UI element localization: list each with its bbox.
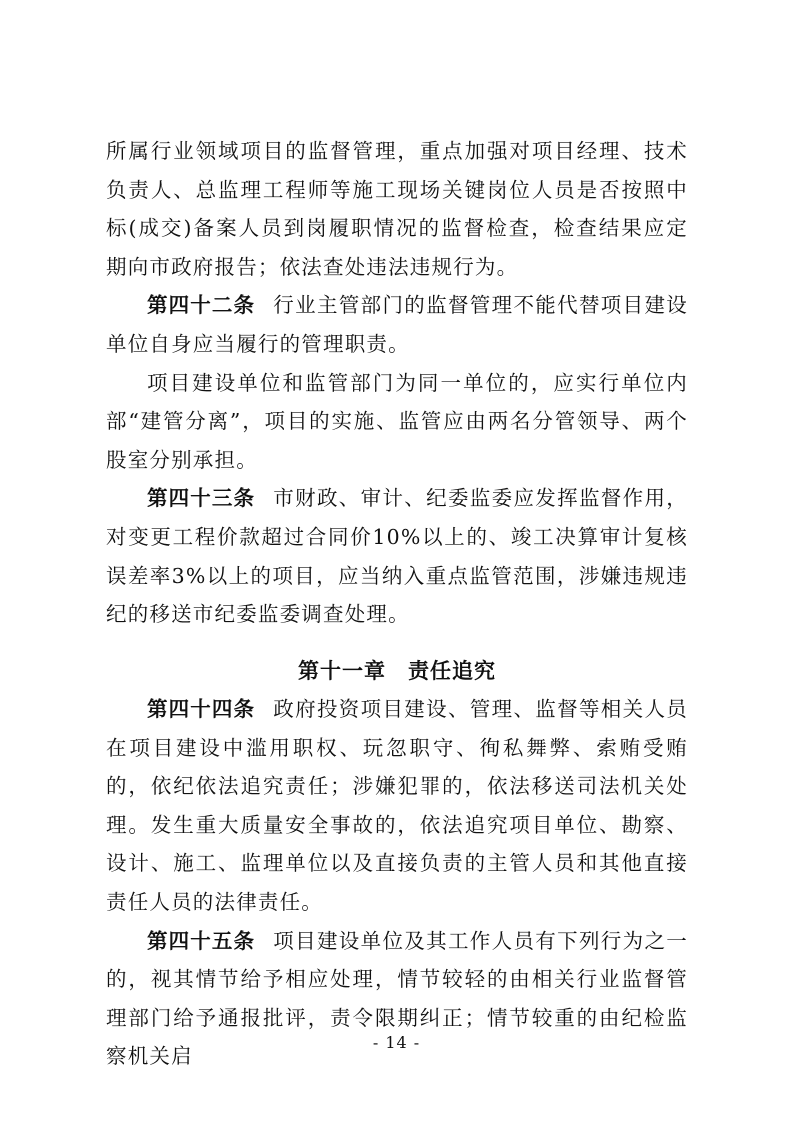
- article-44-text: 政府投资项目建设、管理、监督等相关人员在项目建设中滥用职权、玩忽职守、徇私舞弊、索贿受贿的，依纪依法追究责任；涉嫌犯罪的，依法移送司法机关处理。发生重大质量安全事故的，依法追究项目单位、勘察、设计、施工、监理单位以及直接负责的主管人员和其他直接责任人员的法律责任。: [106, 697, 688, 914]
- article-43: [106, 479, 688, 633]
- page-number: - 14 -: [372, 1033, 421, 1052]
- chapter-heading: [106, 655, 688, 685]
- article-43-text: 市财政、审计、纪委监委应发挥监督作用，对变更工程价款超过合同价10%以上的、竣工决算审计复核误差率3%以上的项目，应当纳入重点监管范围，涉嫌违规违纪的移送市纪委监委调查处理。: [106, 486, 688, 627]
- chapter-number: 第十一章: [298, 659, 386, 683]
- article-42-text: 行业主管部门的监督管理不能代替项目建设单位自身应当履行的管理职责。: [106, 293, 688, 356]
- chapter-title: 责任追究: [408, 659, 496, 683]
- paragraph-separation: 项目建设单位和监管部门为同一单位的，应实行单位内部“建管分离”，项目的实施、监管应由两名分管领导、两个股室分别承担。: [106, 370, 688, 472]
- paragraph-continued: 所属行业领域项目的监督管理，重点加强对项目经理、技术负责人、总监理工程师等施工现场关键岗位人员是否按照中标(成交)备案人员到岗履职情况的监督检查，检查结果应定期向市政府报告；依法查处违法违规行为。: [106, 139, 688, 279]
- article-42: [106, 286, 688, 363]
- article-45-text: 项目建设单位及其工作人员有下列行为之一的，视其情节给予相应处理，情节较轻的由相关行业监督管理部门给予通报批评，责令限期纠正；情节较重的由纪检监察机关启: [106, 928, 688, 1069]
- article-45: [106, 922, 688, 1076]
- article-42-title: 第四十二条: [147, 293, 256, 318]
- article-43-title: 第四十三条: [147, 486, 256, 511]
- body-text-upper: [106, 132, 688, 634]
- article-44: [106, 690, 688, 922]
- article-44-title: 第四十四条: [147, 697, 256, 721]
- article-45-title: 第四十五条: [147, 928, 256, 953]
- body-text-lower: [106, 690, 688, 1076]
